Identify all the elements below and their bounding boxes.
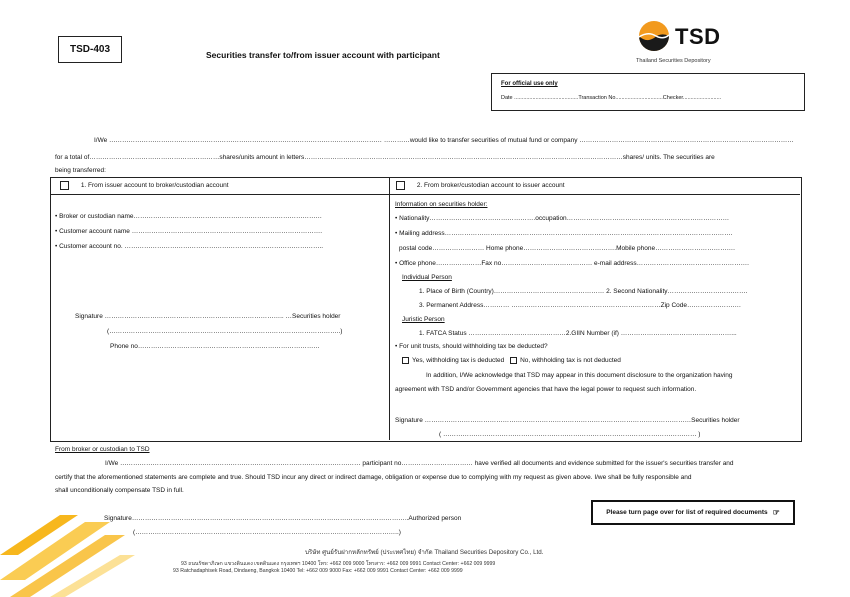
right-signature[interactable]: Signature ……………………………………………………………………………………………………………Securities holder <box>395 417 740 424</box>
official-use-heading: For official use only <box>501 81 558 87</box>
field-permanent-address[interactable]: 3. Permanent Address………… ……………………………………………………………Zip Code……………………. <box>419 302 741 309</box>
withholding-options <box>402 356 621 365</box>
form-code: TSD-403 <box>58 36 122 63</box>
field-fatca-giin[interactable]: 1. FATCA Status ………………………………………2.GIIN Number (if) ……………………………………………... <box>419 330 737 337</box>
broker-signature-name[interactable]: (…………………………………………………………………………………………………………..) <box>133 529 401 536</box>
broker-line-1[interactable]: I/We ………………………………………………………………………………………………… participant no…………………………… have verified all documents and evidence submitted for the issuer's securities transfer and <box>105 460 734 467</box>
logo-subtitle: Thailand Securities Depository <box>636 58 711 64</box>
broker-section-heading: From broker or custodian to TSD <box>55 446 150 453</box>
left-field-account-no[interactable]: • Customer account no. ……………………………………………………………………………….. <box>55 243 324 250</box>
intro-line-2[interactable]: for a total of……………………………………………………shares/units amount in letters…………………………………………………………………………………………………………………………………shares/ units. The securities are <box>55 154 715 161</box>
footer-address-english: 93 Ratchadaphisek Road, Dindaeng, Bangkok 10400 Tel: +662 009 9000 Fax: +662 009 9991 Contact Center: +662 009 9999 <box>173 568 463 574</box>
official-use-box <box>491 73 805 111</box>
decorative-stripes <box>0 500 140 597</box>
field-postal-phone[interactable]: postal code…………………… Home phone…………………………………….Mobile phone………………………………. <box>399 245 735 252</box>
right-signature-name[interactable]: ( ……………………………………………………………………………………………………… ) <box>439 431 701 438</box>
field-mailing-address[interactable]: • Mailing address……………………………………………………………………………………………………………………. <box>395 230 733 237</box>
field-place-of-birth[interactable]: 1. Place of Birth (Country)…………………………………………… 2. Second Nationality………………………………. <box>419 288 748 295</box>
footer-address-thai: 93 ถนนรัชดาภิเษก แขวงดินแดง เขตดินแดง กรุงเทพฯ 10400 โทร: +662 009 9000 โทรสาร: +662 009 9991 Contact Center: +662 009 9999 <box>181 561 496 567</box>
left-signature[interactable]: Signature ……………………………………………………………………….. …Securities holder <box>75 313 341 320</box>
withholding-question: • For unit trusts, should withholding tax be deducted? <box>395 343 548 350</box>
broker-line-2: certify that the aforementioned statements are complete and true. Should TSD incur any direct or indirect damage, obligation or expense due to complying with my request as given above. I/we shall be fully responsible and <box>55 474 692 481</box>
field-nationality[interactable]: • Nationality………………………………………….occupation………………………………………………………………… <box>395 215 730 222</box>
turn-page-notice <box>591 500 795 525</box>
acknowledgement-line-1: In addition, I/We acknowledge that TSD may appear in this document disclosure to the organization having <box>426 372 733 379</box>
left-header <box>60 181 229 190</box>
right-header-label: 2. From broker/custodian account to issuer account <box>416 182 565 190</box>
broker-line-3: shall unconditionally compensate TSD in full. <box>55 487 184 494</box>
table-divider <box>389 177 390 440</box>
withholding-no-checkbox[interactable] <box>510 357 517 364</box>
left-option-checkbox[interactable] <box>60 181 69 190</box>
page-title: Securities transfer to/from issuer account with participant <box>206 50 440 60</box>
individual-heading: Individual Person <box>402 274 452 281</box>
withholding-yes-checkbox[interactable] <box>402 357 409 364</box>
left-field-account-name[interactable]: • Customer account name ……………………………………………………………………………. <box>55 228 323 235</box>
withholding-no-label: No, withholding tax is not deducted <box>520 357 621 364</box>
left-signature-name[interactable]: (……………………………………………………………………………………………..) <box>107 328 343 335</box>
left-header-label: 1. From issuer account to broker/custodian account <box>80 182 229 190</box>
table-header-divider <box>50 194 800 195</box>
left-field-broker-name[interactable]: • Broker or custodian name…………………………………………………………………………… <box>55 213 323 220</box>
turn-page-text: Please turn page over for list of required documents <box>606 509 768 516</box>
pointing-hand-icon: ☞ <box>772 508 780 517</box>
acknowledgement-line-2: agreement with TSD and/or Government agencies that have the legal power to request such information. <box>395 386 697 393</box>
right-header <box>396 181 565 190</box>
footer-company: บริษัท ศูนย์รับฝากหลักทรัพย์ (ประเทศไทย) จำกัด Thailand Securities Depository Co., Ltd. <box>305 549 544 556</box>
official-use-fields[interactable]: Date ..........................................Transaction No...............................Checker......................... <box>501 95 722 101</box>
intro-line-3: being transferred: <box>55 167 106 174</box>
logo-text: TSD <box>675 24 721 49</box>
field-office-phone[interactable]: • Office phone…………………Fax no…………………………………… e-mail address……………………………………………. <box>395 260 749 267</box>
left-phone[interactable]: Phone no………………………………………………………………………… <box>110 343 320 350</box>
intro-line-1[interactable]: I/We ……………………………………………………………………………………………………………… …………would like to transfer securities of mutual fund or company ……………………………………………………………………………………… <box>94 137 794 144</box>
broker-signature[interactable]: Signature………………………………………………………………………………………………………………..Authorized person <box>104 515 462 522</box>
juristic-heading: Juristic Person <box>402 316 445 323</box>
withholding-yes-label: Yes, withholding tax is deducted <box>412 357 505 364</box>
right-option-checkbox[interactable] <box>396 181 405 190</box>
holder-info-heading: Information on securities holder: <box>395 201 488 208</box>
